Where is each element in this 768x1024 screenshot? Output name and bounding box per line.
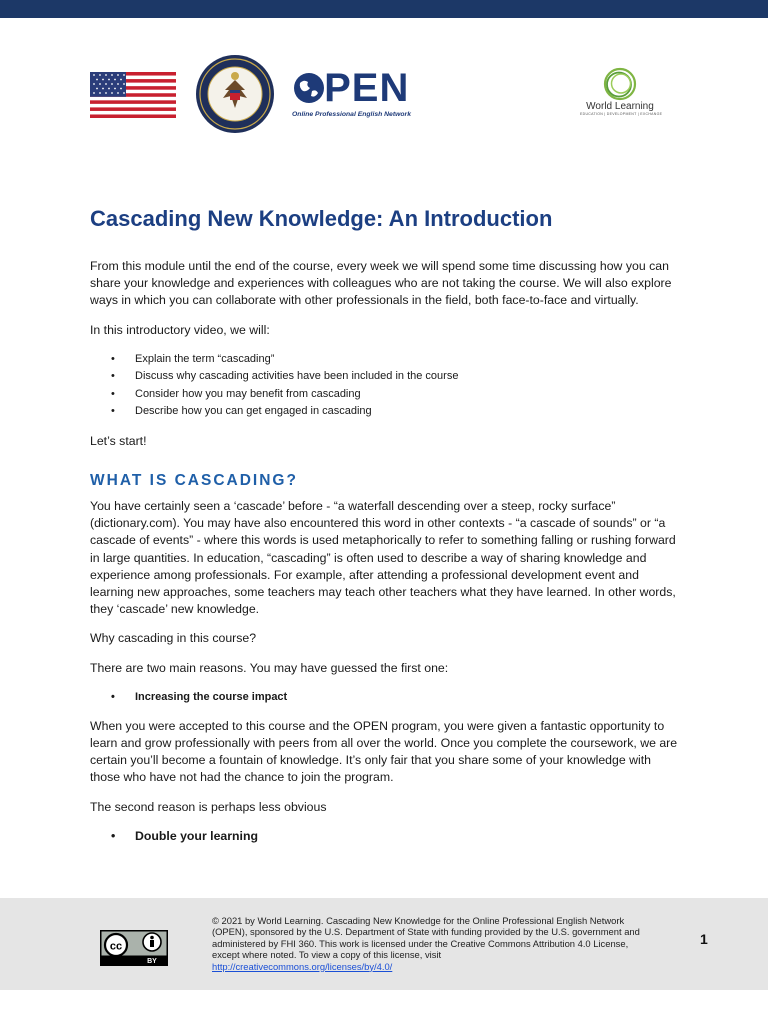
- creative-commons-by-badge[interactable]: [100, 930, 168, 966]
- world-learning-rings-icon: [602, 66, 638, 102]
- open-logo-text: PEN: [324, 66, 410, 110]
- list-item: • Consider how you may benefit from cascading: [135, 386, 680, 404]
- reason-one: • Increasing the course impact: [135, 689, 680, 706]
- cc-by-label: BY: [147, 958, 157, 965]
- reason-one-paragraph: When you were accepted to this course and the OPEN program, you were given a fantastic opportunity to learn and grow professionally with peers from all over the world. Once you complete the coursework, we are certain you’ll become a fountain of knowledge. It’s only fair that you share some of your knowledge with those who have not had the chance to join the program.: [90, 718, 678, 785]
- list-item: • Discuss why cascading activities have been included in the course: [135, 368, 680, 386]
- world-learning-logo: [580, 66, 663, 126]
- us-flag-icon: [90, 72, 176, 118]
- reason-one-list: [90, 689, 680, 706]
- license-text-block: [212, 915, 657, 972]
- intro-paragraph: From this module until the end of the course, every week we will spend some time discussing how you can share your knowledge and experiences with colleagues who are not taking the course. We will also explore ways in which you can collaborate with other professionals in the field, both face-to-face and virtually.: [90, 259, 672, 308]
- open-logo: [292, 68, 427, 120]
- lets-start-text: Let’s start!: [90, 433, 147, 448]
- open-logo-tagline: Online Professional English Network: [292, 111, 411, 118]
- two-reasons-text: There are two main reasons. You may have guessed the first one:: [90, 660, 449, 675]
- open-logo-word: [292, 68, 409, 108]
- video-goals-list: [90, 351, 680, 421]
- why-question: Why cascading in this course?: [90, 631, 257, 646]
- top-color-bar: [0, 0, 768, 18]
- world-learning-tagline: EDUCATION | DEVELOPMENT | EXCHANGE: [580, 112, 663, 116]
- page-number: 1: [700, 931, 708, 947]
- video-lead: In this introductory video, we will:: [90, 322, 270, 337]
- document-body: [90, 206, 680, 857]
- license-text: © 2021 by World Learning. Cascading New Knowledge for the Online Professional English Network (OPEN), sponsored by the U.S. Department of State with funding provided by the U.S. government and administered by FHI 360. This work is licensed under the Creative Commons Attribution 4.0 License, except where noted. To view a copy of this license, visit: [212, 915, 640, 961]
- reason-two: • Double your learning: [135, 828, 680, 845]
- cascading-paragraph: You have certainly seen a ‘cascade’ before - “a waterfall descending over a steep, rocky surface” (dictionary.com). You may have also encountered this word in other contexts - “a cascade of sounds” or “a cascade of events” - where this words is used metaphorically to refer to something falling or rushing forward in large quantities. In education, “cascading” is often used to describe a way of sharing knowledge and experience among professionals. For example, after attending a professional development event and learning new approaches, some teachers may teach other teachers what they have learned. In other words, they ‘cascade’ new knowledge.: [90, 499, 676, 617]
- list-item: • Explain the term “cascading”: [135, 351, 680, 369]
- page-title: Cascading New Knowledge: An Introduction: [90, 206, 553, 231]
- section-heading: WHAT IS CASCADING?: [90, 472, 298, 490]
- second-reason-text: The second reason is perhaps less obvious: [90, 799, 327, 814]
- world-learning-name: World Learning: [586, 101, 654, 112]
- license-link[interactable]: http://creativecommons.org/licenses/by/4.0/: [212, 960, 393, 972]
- list-item: • Describe how you can get engaged in cascading: [135, 403, 680, 421]
- reason-two-list: [90, 828, 680, 845]
- logo-banner: [90, 52, 670, 142]
- svg-text:cc: cc: [109, 940, 123, 953]
- department-of-state-seal-icon: [195, 54, 275, 134]
